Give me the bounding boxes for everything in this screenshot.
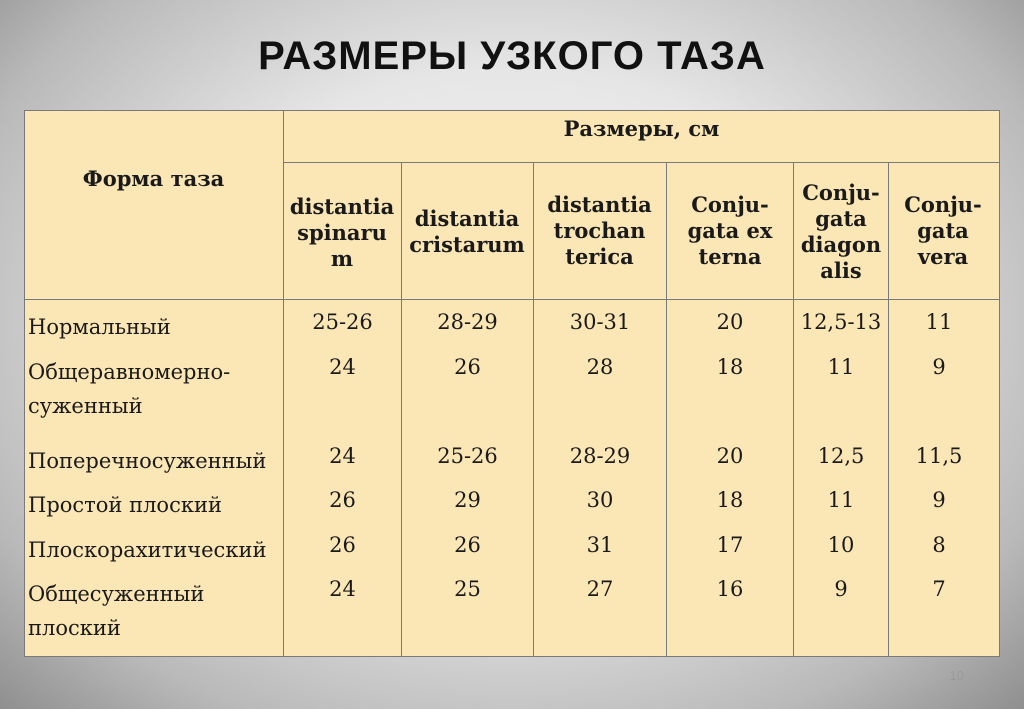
column-header: Conju-gata ex terna (687, 192, 773, 269)
table-border-left (24, 110, 25, 657)
table-cell: 28 (586, 355, 614, 379)
table-cell: 27 (586, 577, 614, 601)
table-cell: 7 (932, 577, 946, 601)
table-cell: 12,5 (817, 444, 865, 468)
table-cell: 24 (329, 577, 356, 601)
table-border-top (24, 110, 1000, 111)
table-cell: 28-29 (569, 444, 631, 468)
group-header-label: Размеры, см (563, 116, 720, 141)
slide-number: 10 (949, 668, 964, 683)
table-border-right (999, 110, 1000, 657)
table-cell: 18 (716, 355, 744, 379)
table-row-label: Общеравномерно-суженный (28, 360, 231, 418)
table-border-bottom (24, 656, 1000, 657)
col-divider (283, 110, 284, 657)
table-cell: 20 (716, 310, 744, 334)
table-cell: 16 (716, 577, 744, 601)
table-cell: 26 (329, 533, 356, 557)
table-cell: 25-26 (312, 310, 373, 334)
table-cell: 11,5 (915, 444, 963, 468)
table-cell: 24 (329, 444, 356, 468)
table-cell: 25 (454, 577, 481, 601)
table-cell: 17 (716, 533, 744, 557)
table-row-label: Общесуженный плоский (28, 582, 205, 640)
table-cell: 8 (932, 533, 946, 557)
table-cell: 31 (586, 533, 614, 557)
table-cell: 10 (827, 533, 855, 557)
table-cell: 28-29 (437, 310, 498, 334)
table-cell: 26 (454, 533, 481, 557)
pelvis-size-table (24, 110, 1000, 657)
column-header: distantia trochan terica (547, 192, 652, 269)
table-cell: 26 (329, 488, 356, 512)
table-cell: 18 (716, 488, 744, 512)
header-bottom-divider (24, 299, 1000, 300)
table-cell: 20 (716, 444, 744, 468)
table-cell: 29 (454, 488, 481, 512)
table-cell: 26 (454, 355, 481, 379)
column-header: distantia spinaru m (289, 194, 395, 271)
table-row-label: Поперечносуженный (28, 449, 267, 473)
row-header-label: Форма таза (82, 166, 225, 191)
table-cell: 11 (925, 310, 953, 334)
table-cell: 9 (932, 355, 946, 379)
table-cell: 11 (827, 355, 855, 379)
table-cell: 30-31 (569, 310, 631, 334)
page-title: РАЗМЕРЫ УЗКОГО ТАЗА (258, 34, 766, 78)
group-header-divider (283, 162, 1000, 163)
table-cell: 9 (932, 488, 946, 512)
column-header: Conju-gata vera (904, 192, 982, 269)
table-cell: 25-26 (437, 444, 498, 468)
table-row-label: Простой плоский (28, 493, 222, 517)
table-cell: 30 (586, 488, 614, 512)
table-cell: 12,5-13 (800, 310, 882, 334)
table-row-label: Плоскорахитический (28, 538, 267, 562)
table-row-label: Нормальный (28, 315, 171, 339)
table-cell: 11 (827, 488, 855, 512)
column-header: distantia cristarum (409, 206, 525, 257)
column-header: Conju-gata diagon alis (800, 180, 882, 283)
table-cell: 9 (834, 577, 848, 601)
table-cell: 24 (329, 355, 356, 379)
